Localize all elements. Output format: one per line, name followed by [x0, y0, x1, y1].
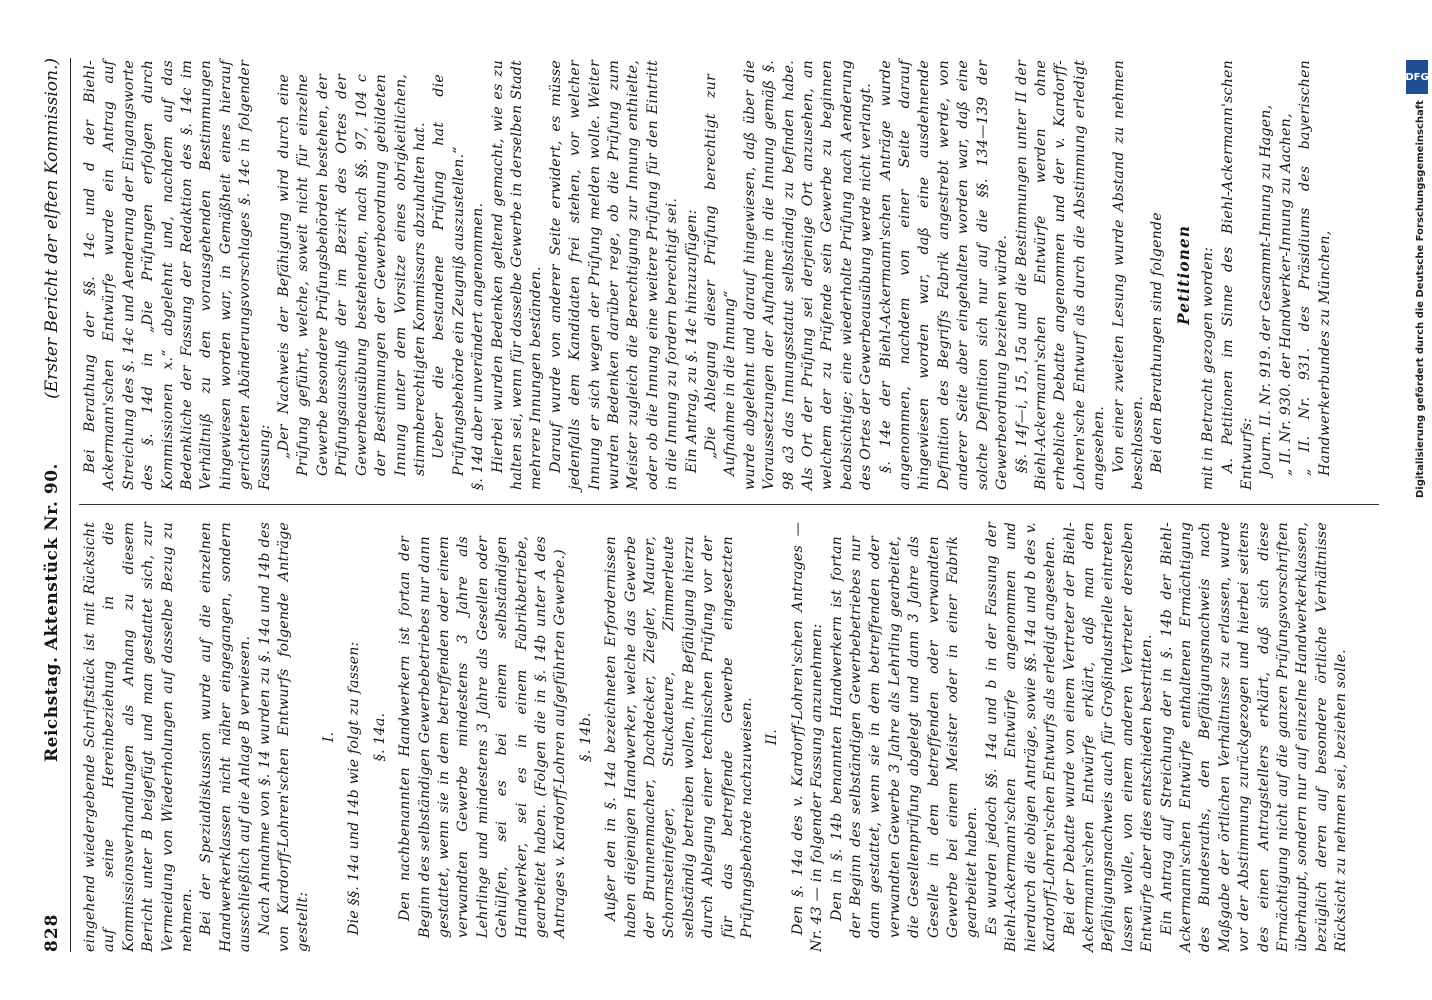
dfg-logo: DFG: [1406, 60, 1428, 94]
section-numeral: I.: [320, 731, 337, 743]
petition-item: Journ. II. Nr. 919. der Gesammt-Innung zu Hagen,: [1258, 104, 1275, 476]
paragraph: Ueber die bestandene Prüfung hat die Prüfungsbehörde ein Zeugniß auszustellen.“: [431, 74, 467, 476]
paragraph: „Der Nachweis der Befähigung wird durch eine Prüfung geführt, welche, soweit nicht für einzelne Gewerbe besondere Prüfungsbehörden bestehen, der Prüfungsausschuß der im Bezirk des Ortes der Gewerbeausübung bestehenden, nach §§. 97, 104 c der Bestimmungen der Gewerbeordnung gebildeten Innung unter dem Vorsitze eines obrigkeitlichen, stimmberechtigten Kommissars abzuhalten hat.: [276, 74, 428, 476]
paragraph: Den §. 14a des v. Kardorff-Lohren'schen Antrages — Nr. 43 — in folgender Fassung anzunehmen:: [789, 522, 826, 952]
paragraph: §. 14d aber unverändert angenommen.: [470, 202, 487, 490]
paragraph: mit in Betracht gezogen worden:: [1200, 246, 1217, 490]
paragraph: Es wurden jedoch §§. 14a und b in der Fassung der Biehl-Ackermann'schen Entwürfe angenommen und hierdurch die obigen Anträge, sowie §§. 14a und b des v. Kardorff-Lohren'schen Entwurfs als erledigt angesehen.: [983, 522, 1059, 952]
paragraph: Bei der Spezialdiskussion wurde auf die einzelnen Handwerkerklassen nicht näher eingegangen, sondern ausschließlich auf die Anlage B verwiesen.: [198, 522, 254, 952]
paragraph: Nach Annahme von §. 14 wurden zu §. 14a und 14b des von Kardorff-Lohren'schen Entwurfs folgende Anträge gestellt:: [256, 522, 312, 952]
paragraph: Bei Berathung der §§. 14c und d der Biehl-Ackermann'schen Entwürfe wurde ein Antrag auf Streichung des §. 14c und Aenderung der Eingangsworte des §. 14d in „Die Prüfungen erfolgen durch Kommissionen x.“ abgelehnt und, nachdem auf das Bedenkliche der Fassung der Redaktion des §. 14c im Verhältniß zu den vorausgehenden Bestimmungen hingewiesen worden war, in Gemäßheit eines hierauf gerichteten Abänderungsvorschlages §. 14c in folgender Fassung:: [82, 60, 273, 490]
paragraph: §. 14e der Biehl-Ackermann'schen Anträge wurde angenommen, nachdem von einer Seite darauf hingewiesen worden war, daß eine ausdehnende Definition des Begriffs Fabrik angestrebt werde, von anderer Seite aber eingehalten worden war, daß eine solche Definition sich nur auf die §§. 134—139 der Gewerbeordnung beziehen würde.: [877, 60, 1011, 490]
right-column: [81, 60, 1335, 490]
page-number: 828: [42, 913, 62, 952]
text-columns: [71, 48, 1391, 952]
petitions-heading: Petitionen: [1173, 225, 1193, 325]
section-heading: §. 14b.: [577, 712, 594, 762]
paragraph: Bei den Berathungen sind folgende: [1149, 212, 1166, 473]
page-header: [40, 58, 71, 952]
section-heading: §. 14a.: [371, 712, 388, 762]
paragraph: „Die Ablegung dieser Prüfung berechtigt zur Aufnahme in die Innung“: [703, 74, 739, 476]
paragraph: Darauf wurde von anderer Seite erwidert, es müsse jedenfalls dem Kandidaten frei stehen, vor welcher Innung er sich wegen der Prüfung melden wolle. Weiter wurden Bedenken darüber rege, ob die Prüfung zum Meister zugleich die Berechtigung zur Innung enthielte, oder ob die Innung eine weitere Prüfung für den Eintritt in die Innung zu fordern berechtigt sei.: [547, 60, 681, 490]
paragraph: Die §§. 14a und 14b wie folgt zu fassen:: [346, 641, 363, 935]
paragraph: Hierbei wurden Bedenken geltend gemacht, wie es zu halten sei, wenn für dasselbe Gewerbe in derselben Stadt mehrere Innungen beständen.: [489, 60, 545, 490]
paragraph: Ein Antrag, zu §. 14c hinzuzufügen:: [683, 209, 700, 473]
section-numeral: II.: [764, 728, 781, 746]
petition-item: „ II. Nr. 930. der Handwerker-Innung zu Aachen,: [1277, 113, 1294, 476]
digitization-credit: [1404, 60, 1428, 1000]
paragraph: Ein Antrag auf Streichung der in §. 14b der Biehl-Ackermann'schen Entwürfe enthaltenen Ermächtigung des Bundesraths, den Befähigungsnachweis nach Maßgabe der örtlichen Verhältnisse zu erlassen, wurde vor der Abstimmung zurückgezogen und hierbei seitens des einen Antragstellers erklärt, daß sich diese Ermächtigung nicht auf die ganzen Prüfungsvorschriften überhaupt, sondern nur auf einzelne Handwerkerklassen, bezüglich deren auf besondere örtliche Verhältnisse Rücksicht zu nehmen sei, beziehen solle.: [1158, 522, 1350, 952]
paragraph: eingehend wiedergebende Schriftstück ist mit Rücksicht auf seine Hereinbeziehung in die Kommissionsverhandlungen als Anhang zu diesem Bericht unter B beigefügt und man gestattet sich, zur Vermeidung von Wiederholungen auf dasselbe Bezug zu nehmen.: [82, 522, 196, 952]
paragraph: wurde abgelehnt und darauf hingewiesen, daß über die Voraussetzungen der Aufnahme in die Innung gemäß §. 98 a3 das Innungsstatut selbständig zu befinden habe. Als Ort der Prüfung sei derjenige Ort anzusehen, an welchem der zu Prüfende sein Gewerbe zu beginnen beabsichtige; eine wiederholte Prüfung nach Aenderung des Ortes der Gewerbeausübung werde nicht verlangt.: [741, 60, 875, 490]
header-report: (Erster Bericht der elften Kommission.): [42, 58, 62, 399]
paragraph: Bei der Debatte wurde von einem Vertreter der Biehl-Ackermann'schen Entwürfe erklärt, daß man den Befähigungsnachweis auch für Großindustrielle eintreten lassen wolle, von einem anderen Vertreter derselben Entwürfe aber dies entschieden bestritten.: [1061, 522, 1156, 952]
paragraph: Den nachbenannten Handwerkern ist fortan der Beginn des selbständigen Gewerbebetriebes nur dann gestattet, wenn sie in dem betreffenden oder einem verwandten Gewerbe mindestens 3 Jahre als Lehrlinge und mindestens 3 Jahre als Gesellen oder Gehülfen, sei es bei einem selbständigen Handwerker, sei es in einem Fabrikbetriebe, gearbeitet haben. (Folgen die in §. 14b unter A des Antrages v. Kardorff-Lohren aufgeführten Gewerbe.): [397, 536, 569, 938]
funding-notice: Digitalisierung gefördert durch die Deutsche Forschungsgemeinschaft: [1415, 100, 1426, 498]
petition-item: „ II. Nr. 931. des Präsidiums des bayerischen Handwerkerbundes zu München,: [1297, 60, 1333, 476]
left-column: [81, 522, 1352, 952]
column-divider: [79, 504, 1379, 505]
paragraph: A. Petitionen im Sinne des Biehl-Ackermann'schen Entwurfs:: [1219, 60, 1255, 490]
paragraph: Von einer zweiten Lesung wurde Abstand zu nehmen beschlossen.: [1110, 60, 1146, 490]
header-title: Reichstag. Aktenstück Nr. 90.: [42, 463, 62, 762]
document-page: [18, 48, 1413, 978]
paragraph: §§. 14f—i, 15, 15a und die Bestimmungen unter II der Biehl-Ackermann'schen Entwürfe werden ohne erhebliche Debatte angenommen und der v. Kardorff-Lohren'sche Entwurf als durch die Abstimmung erledigt angesehen.: [1013, 60, 1108, 490]
paragraph: Den in §. 14b benannten Handwerkern ist fortan der Beginn des selbständigen Gewerbebetriebes nur dann gestattet, wenn sie in dem betreffenden oder verwandten Gewerbe 3 Jahre als Lehrling gearbeitet, die Gesellenprüfung abgelegt und dann 3 Jahre als Geselle in dem betreffenden oder verwandten Gewerbe bei einem Meister oder in einer Fabrik gearbeitet haben.: [828, 536, 981, 938]
paragraph: Außer den in §. 14a bezeichneten Erfordernissen haben diejenigen Handwerker, welche das Gewerbe der Brunnenmacher, Dachdecker, Ziegler, Maurer, Schornsteinfeger, Stuckateure, Zimmerleute selbständig betreiben wollen, ihre Befähigung hierzu durch Ablegung einer technischen Prüfung vor der für das betreffende Gewerbe eingesetzten Prüfungsbehörde nachzuweisen.: [603, 536, 755, 938]
